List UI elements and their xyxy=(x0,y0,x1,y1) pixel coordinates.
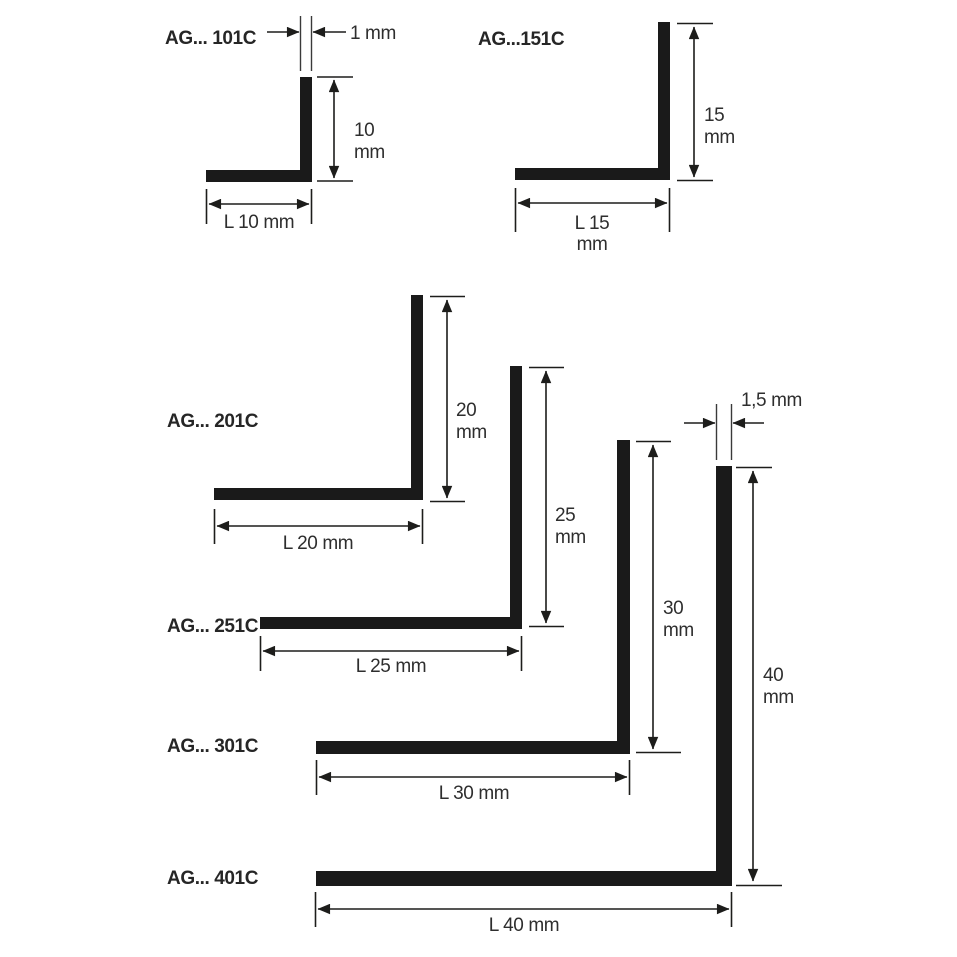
width-label: L 20 mm xyxy=(282,533,354,554)
profile-horizontal-leg xyxy=(206,170,312,182)
width-dimension xyxy=(316,892,732,936)
thickness-dimension xyxy=(267,16,396,71)
width-label: L 25 mm xyxy=(355,656,427,677)
profile-vertical-leg xyxy=(411,295,423,500)
profile-horizontal-leg xyxy=(515,168,670,180)
profile-vertical-leg xyxy=(510,366,522,629)
profile-horizontal-leg xyxy=(316,741,630,754)
profile-ag101c xyxy=(165,16,396,233)
width-dimension xyxy=(215,509,423,554)
profile-code-label: AG...151C xyxy=(478,29,565,50)
profile-code-label: AG... 301C xyxy=(167,736,259,757)
height-value-label: 10 xyxy=(354,120,375,141)
width-dimension xyxy=(317,760,630,804)
height-dimension xyxy=(736,468,794,886)
width-dimension xyxy=(207,189,312,233)
height-unit-label: mm xyxy=(456,422,487,443)
profile-horizontal-leg xyxy=(260,617,522,629)
profile-vertical-leg xyxy=(300,77,312,182)
height-dimension xyxy=(430,297,487,502)
height-unit-label: mm xyxy=(663,620,694,641)
height-unit-label: mm xyxy=(704,127,735,148)
profile-horizontal-leg xyxy=(316,871,732,886)
profile-code-label: AG... 201C xyxy=(167,411,259,432)
height-unit-label: mm xyxy=(555,527,586,548)
height-value-label: 30 xyxy=(663,598,684,619)
profile-vertical-leg xyxy=(716,466,732,886)
thickness-label: 1 mm xyxy=(350,23,396,44)
thickness-dimension xyxy=(684,390,802,460)
width-dimension xyxy=(516,188,670,255)
profile-vertical-leg xyxy=(617,440,630,754)
width-label: L 15 xyxy=(574,213,610,234)
height-dimension xyxy=(636,442,694,753)
width-unit-label: mm xyxy=(576,234,608,255)
profile-ag151c xyxy=(478,22,735,255)
width-label: L 10 mm xyxy=(223,212,295,233)
height-value-label: 25 xyxy=(555,505,576,526)
height-unit-label: mm xyxy=(763,687,794,708)
height-value-label: 20 xyxy=(456,400,477,421)
height-unit-label: mm xyxy=(354,142,385,163)
width-label: L 40 mm xyxy=(488,915,560,936)
height-dimension xyxy=(529,368,586,627)
profile-code-label: AG... 401C xyxy=(167,868,259,889)
height-value-label: 40 xyxy=(763,665,784,686)
width-dimension xyxy=(261,636,522,677)
thickness-label: 1,5 mm xyxy=(741,390,802,411)
profile-ag401c xyxy=(167,390,802,936)
profile-horizontal-leg xyxy=(214,488,423,500)
height-dimension xyxy=(677,24,735,181)
profile-code-label: AG... 101C xyxy=(165,28,257,49)
height-dimension xyxy=(317,77,385,181)
profile-ag201c xyxy=(167,295,487,554)
height-value-label: 15 xyxy=(704,105,725,126)
profile-vertical-leg xyxy=(658,22,670,180)
profile-code-label: AG... 251C xyxy=(167,616,259,637)
width-label: L 30 mm xyxy=(438,783,510,804)
